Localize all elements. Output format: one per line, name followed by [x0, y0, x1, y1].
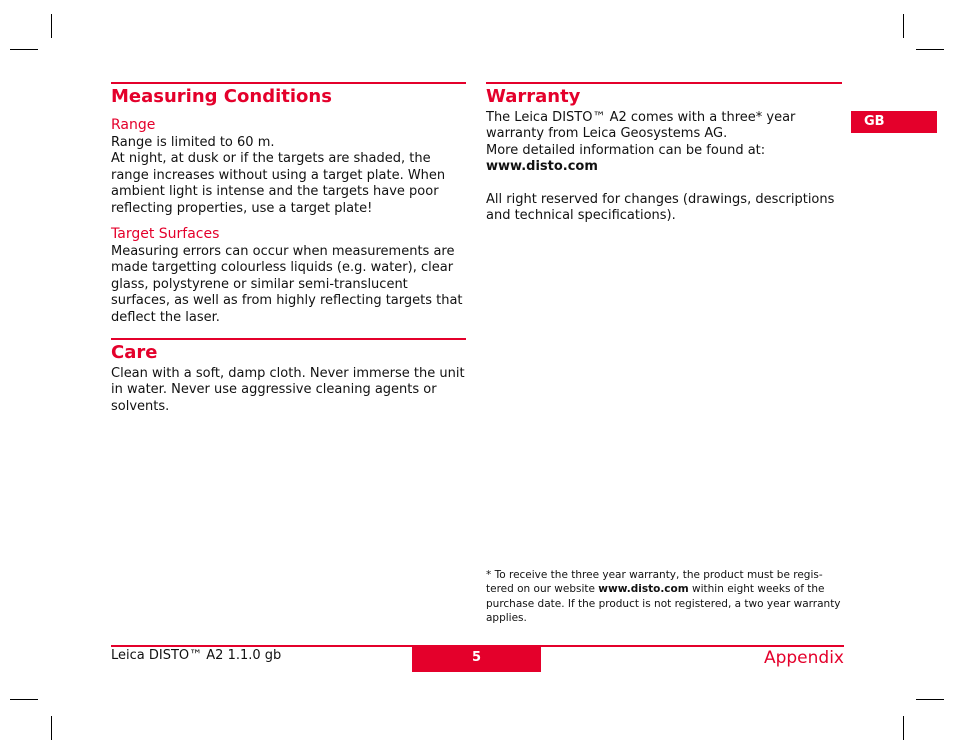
warranty-title: Warranty	[486, 86, 581, 107]
spacer	[486, 176, 842, 192]
footer-section-label: Appendix	[763, 648, 844, 668]
range-line: Range is limited to 60 m.	[111, 135, 275, 150]
warranty-text: The Leica DISTO™ A2 comes with a three* year warranty from Leica Geosystems AG.	[486, 110, 796, 142]
section-rule	[111, 82, 466, 84]
footer-product-label: Leica DISTO™ A2 1.1.0 gb	[111, 648, 282, 663]
crop-mark	[51, 14, 52, 38]
section-rule	[111, 338, 466, 340]
rights-text: All right reserved for changes (drawings, descriptions and technical specifications).	[486, 192, 835, 224]
warranty-more-info: More detailed information can be found at:	[486, 142, 766, 158]
warranty-link[interactable]: www.disto.com	[486, 159, 598, 175]
range-heading: Range	[111, 117, 156, 133]
crop-mark	[10, 49, 38, 50]
warranty-section	[486, 82, 842, 225]
crop-mark	[903, 14, 904, 38]
footnote-text-1: * To receive the three year warranty, the product must be regis-tered on our website	[486, 569, 823, 596]
crop-mark	[916, 699, 944, 700]
crop-mark	[51, 716, 52, 740]
measuring-conditions-section	[111, 82, 466, 326]
crop-mark	[10, 699, 38, 700]
measuring-conditions-title: Measuring Conditions	[111, 86, 332, 107]
crop-mark	[916, 49, 944, 50]
target-surfaces-text: Measuring errors can occur when measurements are made targetting colourless liquids (e.g. water), clear glass, polystyrene or similar semi-translucent surfaces, as well as from highly reflecting targets that deflect the laser.	[111, 244, 463, 325]
language-tab: GB	[851, 111, 937, 133]
warranty-footnote	[486, 568, 842, 625]
footnote-text-2: within eight weeks of the purchase date. If the product is not registered, a two year warranty applies.	[486, 583, 841, 624]
range-text: At night, at dusk or if the targets are shaded, the range increases without using a target plate. When ambient light is intense and the targets have poor reflecting properties, use a target plate!	[111, 151, 446, 216]
crop-mark	[903, 716, 904, 740]
section-rule	[486, 82, 842, 84]
footnote-link[interactable]: www.disto.com	[598, 583, 689, 596]
care-text: Clean with a soft, damp cloth. Never immerse the unit in water. Never use aggressive cleaning agents or solvents.	[111, 366, 465, 414]
page-number: 5	[412, 647, 541, 672]
care-section	[111, 338, 466, 415]
care-title: Care	[111, 342, 158, 363]
target-surfaces-heading: Target Surfaces	[111, 226, 220, 243]
